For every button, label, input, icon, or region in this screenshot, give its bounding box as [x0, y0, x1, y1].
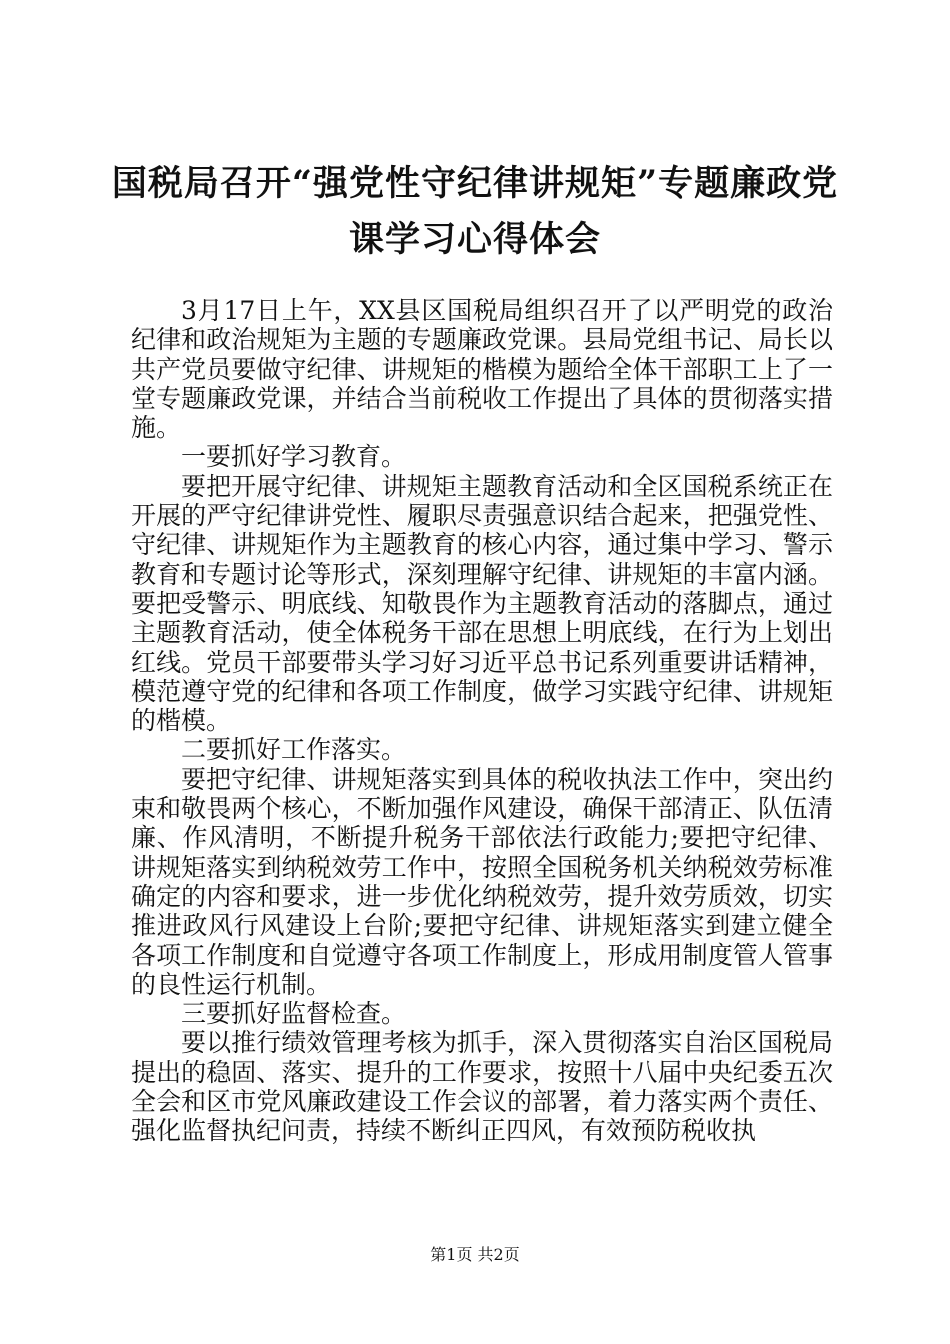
paragraph-intro: 3月17日上午，XX县区国税局组织召开了以严明党的政治纪律和政治规矩为主题的专题廉政党课。县局党组书记、局长以共产党员要做守纪律、讲规矩的楷模为题给全体干部职工上了一堂专题廉政党课，并结合当前税收工作提出了具体的贯彻落实措施。	[131, 296, 833, 443]
paragraph-work-implementation: 要把守纪律、讲规矩落实到具体的税收执法工作中，突出约束和敬畏两个核心，不断加强作风建设，确保干部清正、队伍清廉、作风清明，不断提升税务干部依法行政能力;要把守纪律、讲规矩落实到纳税效劳工作中，按照全国税务机关纳税效劳标准确定的内容和要求，进一步优化纳税效劳，提升效劳质效，切实推进政风行风建设上台阶;要把守纪律、讲规矩落实到建立健全各项工作制度和自觉遵守各项工作制度上，形成用制度管人管事的良性运行机制。	[131, 764, 833, 999]
document-title: 国税局召开“强党性守纪律讲规矩”专题廉政党课学习心得体会	[111, 163, 839, 260]
document-body	[131, 296, 833, 1146]
paragraph-supervision: 要以推行绩效管理考核为抓手，深入贯彻落实自治区国税局提出的稳固、落实、提升的工作要求，按照十八届中央纪委五次全会和区市党风廉政建设工作会议的部署，着力落实两个责任、强化监督执纪问责，持续不断纠正四风，有效预防税收执	[131, 1028, 833, 1146]
paragraph-study-education: 要把开展守纪律、讲规矩主题教育活动和全区国税系统正在开展的严守纪律讲党性、履职尽责强意识结合起来，把强党性、守纪律、讲规矩作为主题教育的核心内容，通过集中学习、警示教育和专题讨论等形式，深刻理解守纪律、讲规矩的丰富内涵。要把受警示、明底线、知敬畏作为主题教育活动的落脚点，通过主题教育活动，使全体税务干部在思想上明底线，在行为上划出红线。党员干部要带头学习好习近平总书记系列重要讲话精神，模范遵守党的纪律和各项工作制度，做学习实践守纪律、讲规矩的楷模。	[131, 471, 833, 736]
heading-study-education: 一要抓好学习教育。	[181, 442, 407, 472]
page-footer: 第1页 共2页	[430, 1245, 520, 1264]
heading-supervision: 三要抓好监督检查。	[181, 999, 407, 1029]
heading-work-implementation: 二要抓好工作落实。	[181, 735, 407, 765]
